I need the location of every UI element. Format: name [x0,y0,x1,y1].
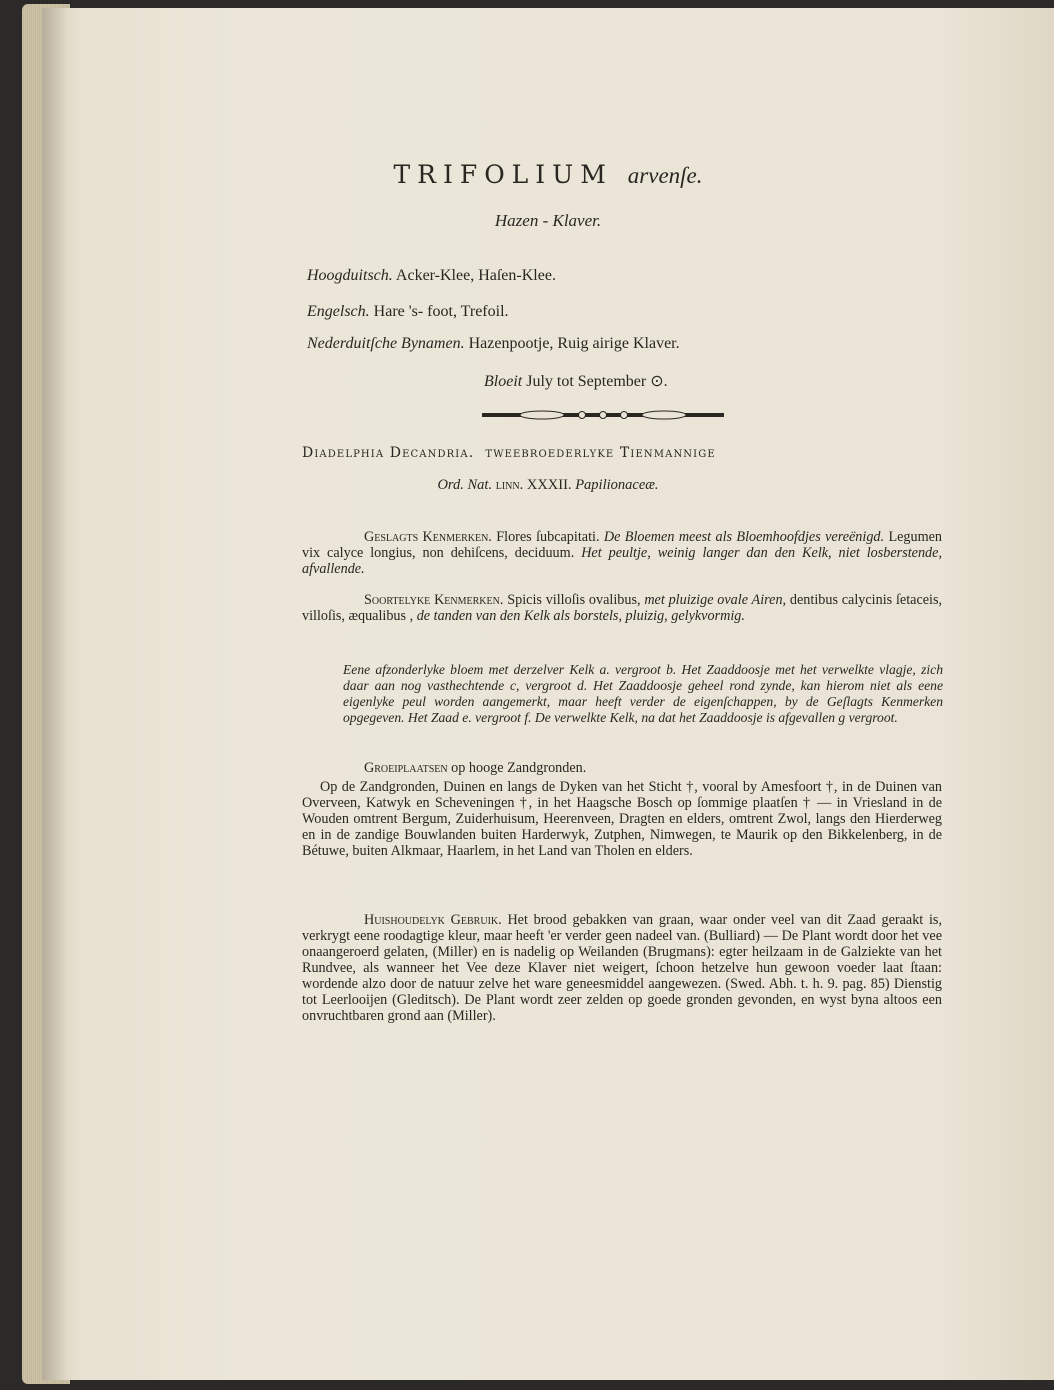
ordo-author: linn. [495,477,524,493]
latin-text: Legumen vix calyce longius, non dehiſcens, deciduum. [302,529,943,561]
section-label: Soortelyke Kenmerken. [364,592,504,608]
gutter-shadow [42,8,68,1380]
dutch-text: met pluizige ovale Airen, [644,592,787,608]
synonym-dutch [307,335,680,353]
section-label: Groeiplaatsen [364,760,448,776]
dutch-text: de tanden van den Kelk als borstels, pluizig, gelykvormig. [416,608,745,624]
genus-characters-paragraph [302,529,942,577]
dutch-text: Het peultje, weinig langer dan den Kelk, niet losberstende, afvallende. [302,545,942,577]
classis-latin: Diadelphia Decandria. [302,445,475,461]
dutch-text: De Bloemen meest als Bloemhoofdjes vereënigd. [603,529,885,545]
latin-text: dentibus calycinis ſetaceis, villoſis, æqualibus , [302,592,943,624]
bloei-text: July tot September ⊙. [526,373,668,390]
dutch-name: Hazen - Klaver. [494,211,602,230]
synonym-english [307,303,509,321]
genus-name: TRIFOLIUM [393,160,613,189]
habitat-paragraph [302,760,942,776]
synonym-lang: Engelsch. [307,303,370,320]
flowering-period [484,371,668,391]
latin-text: Flores ſubcapitati. [496,529,600,545]
latin-text: Spicis villoſis ovalibus, [507,592,641,608]
ordo-name: Papilionaceæ. [575,477,659,493]
book-page [42,8,1054,1380]
synonym-names: Hazenpootje, Ruig airige Klaver. [468,335,680,352]
habitat-intro: op hooge Zandgronden. [451,760,587,776]
page-title [42,160,1054,189]
ordo-label: Ord. Nat. [437,477,493,493]
bloei-label: Bloeit [484,373,523,390]
synonym-lang: Nederduitſche Bynamen. [307,335,465,352]
habitat-locations: Op de Zandgronden, Duinen en langs de Dyken van het Sticht †, vooral by Amesfoort †, in de Duinen van Overveen, Katwyk en Scheveningen †, in het Haagsche Bosch op ſommige plaatſen † — in Vriesland in de Wouden omtrent Bergum, Zuiderhuisum, Heerenveen, Dragten en elders, omtrent Zwol, langs den Hierderweg en in de zandige Bouwlanden buiten Harderwyk, Zutphen, Nimwegen, te Maurik op den Bikkelenberg, in de Bétuwe, buiten Alkmaar, Haarlem, in het Land van Tholen en elders. [302,779,942,859]
section-label: Geslagts Kenmerken. [364,529,492,545]
synonym-names: Hare 's- foot, Trefoil. [373,303,509,320]
synonym-lang: Hoogduitsch. [307,267,393,284]
synonym-names: Acker-Klee, Haſen-Klee. [395,267,556,284]
natural-order [42,477,1054,494]
species-name: arvenſe. [627,163,703,188]
section-label: Huishoudelyk Gebruik. [364,912,502,928]
ordo-number: XXXII. [526,477,572,493]
ornamental-divider [482,410,724,420]
species-characters-paragraph [302,592,942,624]
classification-line [302,445,716,461]
classis-dutch: tweebroederlyke Tienmannige [485,445,716,461]
synonym-german [307,267,556,285]
household-use-text: Het brood gebakken van graan, waar onder veel van dit Zaad geraakt is, verkrygt eene roodagtige kleur, maar heeft 'er verder geen nadeel van. (Bulliard) — De Plant wordt door het vee onaangeroerd gelaten, (Miller) en is nadelig op Weilanden (Brugmans): egter heilzaam in de Galziekte van het Rundvee, als wanneer het Vee deze Klaver niet weigert, ſchoon hetzelve hun gewoon voeder laat ſtaan: wordende alzo door de natuur zelve het ware geneesmiddel aangewezen. (Swed. Abh. t. h. 9. pag. 85) Dienstig tot Leerlooijen (Gleditsch). De Plant wordt zeer zelden op goede gronden gevonden, en wyst byna altoos een onvruchtbaren grond aan (Miller). [302,912,943,1024]
figure-explanation: Eene afzonderlyke bloem met derzelver Kelk a. vergroot b. Het Zaaddoosje met het verwelkte vlagje, zich daar aan nog vasthechtende c, vergroot d. Het Zaaddoosje geheel rond zynde, kan hierom niet als eene eigenlyke peul worden aangemerkt, maar heeft verder de eigenſchappen, by de Geſlagts Kenmerken opgegeven. Het Zaad e. vergroot f. De verwelkte Kelk, na dat het Zaaddoosje is afgevallen g vergroot. [343,662,943,725]
household-use-paragraph [302,912,942,1024]
